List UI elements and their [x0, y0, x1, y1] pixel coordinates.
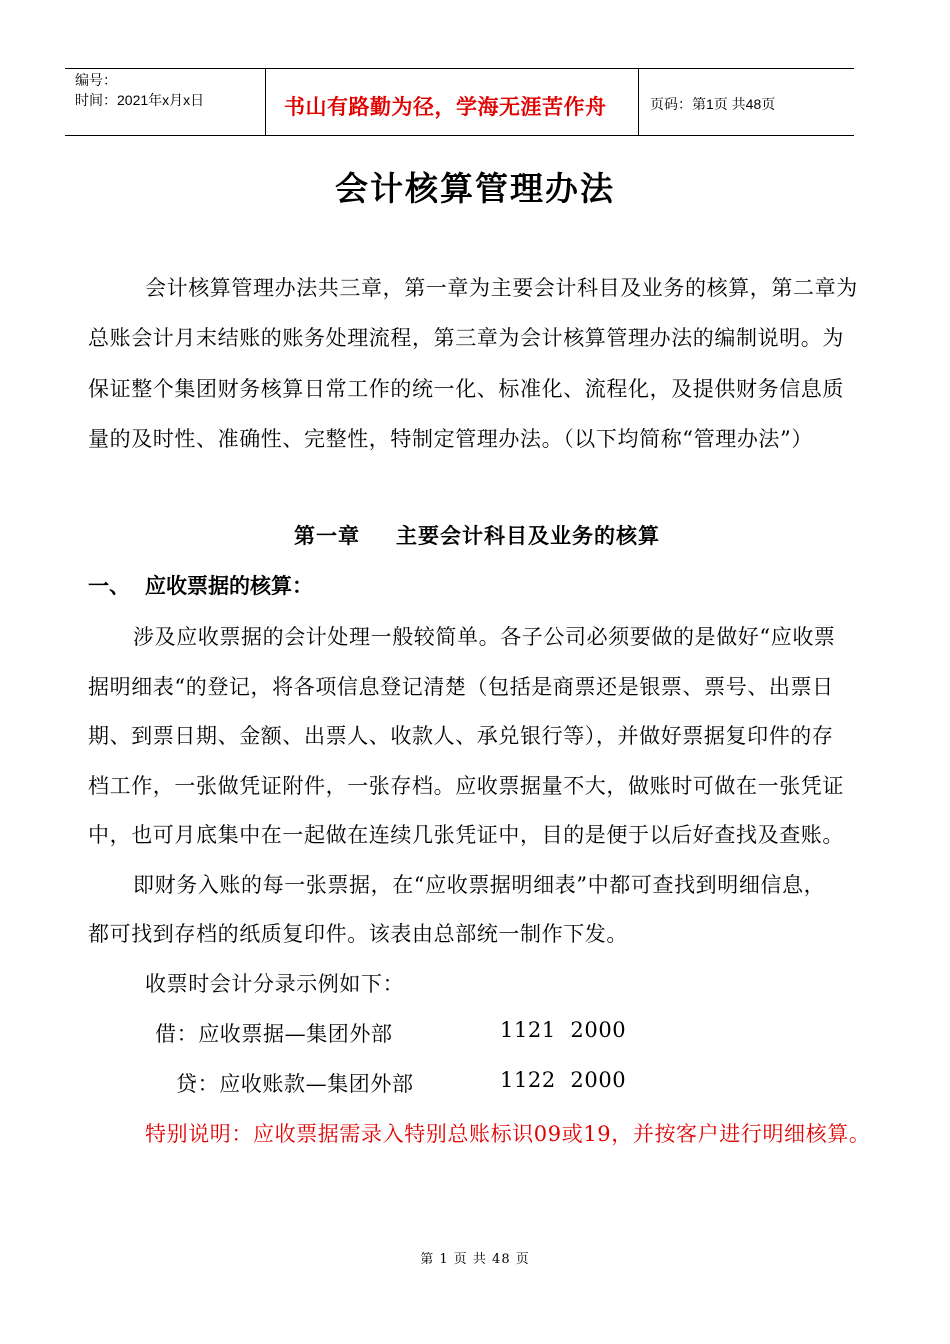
intro-line-2: 总账会计月末结账的账务处理流程，第三章为会计核算管理办法的编制说明。为: [88, 326, 844, 350]
header-divider-right: [638, 68, 639, 136]
footer-page-number: 第 1 页 共 48 页: [420, 1252, 530, 1267]
header-time-label: 时间：2021年x月x日: [75, 92, 205, 108]
entry-debit-label: 借：应收票据—集团外部: [155, 1022, 393, 1046]
entry-debit-code: 1121 2000: [500, 1018, 627, 1042]
document-title: 会计核算管理办法: [335, 170, 615, 207]
para1-line-4: 档工作，一张做凭证附件，一张存档。应收票据量不大，做账时可做在一张凭证: [88, 774, 844, 798]
header-number-label: 编号：: [75, 72, 117, 88]
header-page-info: 页码：第1页 共48页: [650, 96, 776, 112]
section1-title: 应收票据的核算：: [145, 575, 313, 598]
intro-line-1: 会计核算管理办法共三章，第一章为主要会计科目及业务的核算，第二章为: [145, 276, 858, 300]
para1-line-2: 据明细表“的登记，将各项信息登记清楚（包括是商票还是银票、票号、出票日: [88, 675, 834, 699]
para1-line-5: 中，也可月底集中在一起做在连续几张凭证中，目的是便于以后好查找及查账。: [88, 823, 844, 847]
para2-line-1: 即财务入账的每一张票据，在“应收票据明细表”中都可查找到明细信息，: [133, 873, 826, 897]
example-intro: 收票时会计分录示例如下：: [145, 972, 405, 996]
header-top-border: [65, 68, 854, 69]
section1-number: 一、: [88, 575, 130, 598]
chapter1-number: 第一章: [294, 525, 360, 548]
header-motto: 书山有路勤为径，学海无涯苦作舟: [284, 96, 607, 119]
intro-line-3: 保证整个集团财务核算日常工作的统一化、标准化、流程化，及提供财务信息质: [88, 377, 844, 401]
special-note: 特别说明：应收票据需录入特别总账标识09或19，并按客户进行明细核算。: [145, 1122, 871, 1146]
entry-credit-label: 贷：应收账款—集团外部: [176, 1072, 414, 1096]
para1-line-3: 期、到票日期、金额、出票人、收款人、承兑银行等），并做好票据复印件的存: [88, 724, 834, 748]
intro-line-4: 量的及时性、准确性、完整性，特制定管理办法。（以下均简称“管理办法”）: [88, 427, 813, 451]
header-bottom-border: [65, 135, 854, 136]
para2-line-2: 都可找到存档的纸质复印件。该表由总部统一制作下发。: [88, 922, 628, 946]
header-divider-left: [265, 68, 266, 136]
para1-line-1: 涉及应收票据的会计处理一般较简单。各子公司必须要做的是做好“应收票: [133, 625, 836, 649]
entry-credit-code: 1122 2000: [500, 1068, 627, 1092]
chapter1-title: 主要会计科目及业务的核算: [396, 525, 660, 548]
